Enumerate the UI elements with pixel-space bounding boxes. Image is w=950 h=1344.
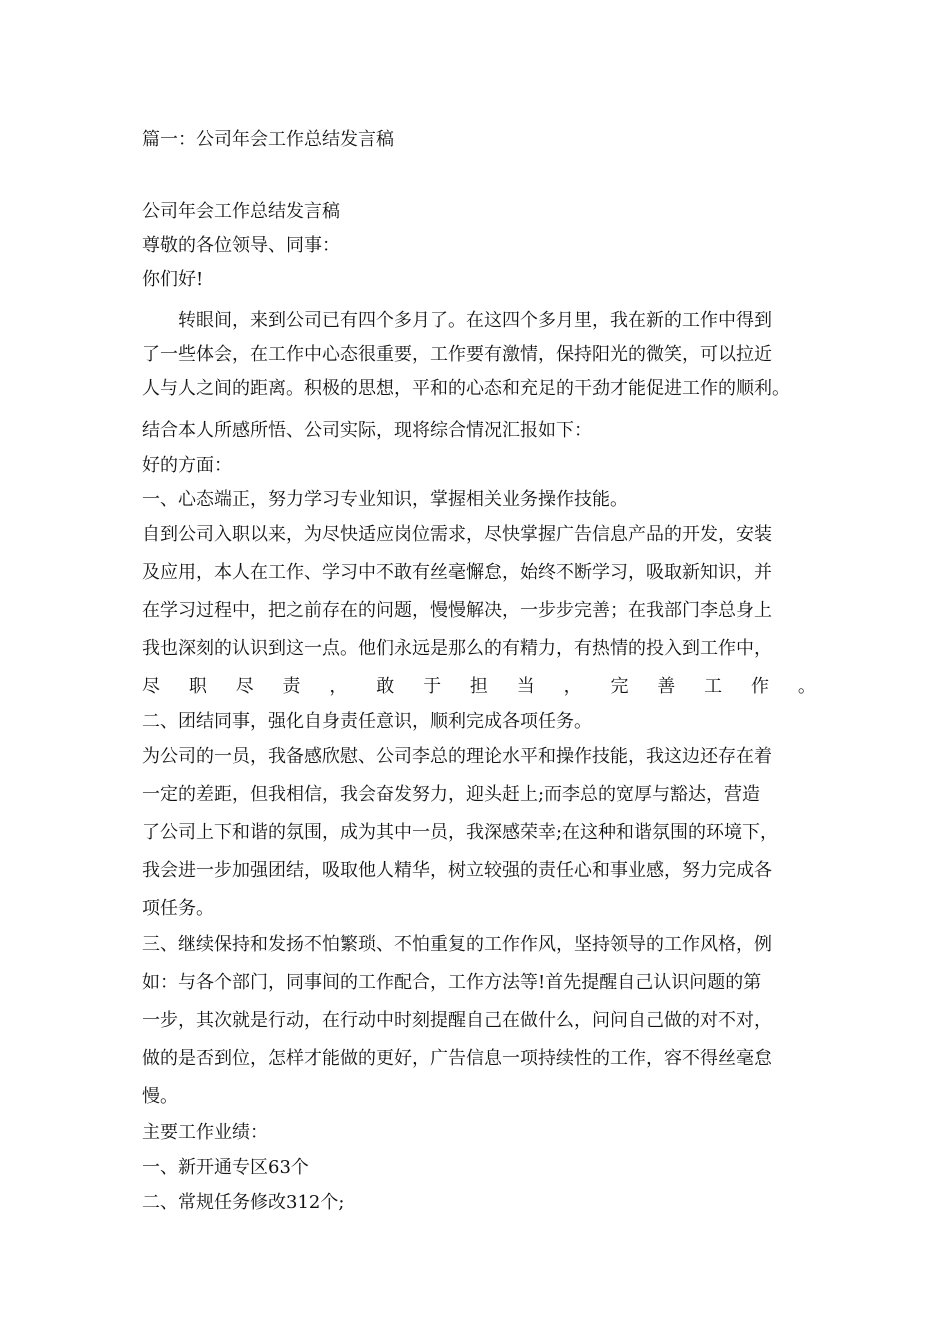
spread-char: 完 (610, 676, 629, 697)
spread-char: 。 (797, 676, 816, 697)
paragraph-line: 了公司上下和谐的氛围，成为其中一员，我深感荣幸;在这种和谐氛围的环境下， (142, 822, 779, 843)
spread-char: ， (329, 676, 348, 697)
list-item: 一、新开通专区63个 (142, 1157, 309, 1178)
section-label: 主要工作业绩： (142, 1122, 268, 1143)
spread-char: 敢 (376, 676, 395, 697)
section-title: 二、团结同事，强化自身责任意识，顺利完成各项任务。 (142, 711, 592, 732)
paragraph-line: 为公司的一员，我备感欣慰、公司李总的理论水平和操作技能，我这边还存在着 (142, 746, 772, 767)
paragraph-line: 一步，其次就是行动，在行动中时刻提醒自己在做什么，问问自己做的对不对， (142, 1010, 772, 1031)
document-heading: 篇一：公司年会工作总结发言稿 (142, 129, 394, 150)
spread-char: 工 (704, 676, 723, 697)
paragraph-line: 一定的差距，但我相信，我会奋发努力，迎头赶上;而李总的宽厚与豁达，营造 (142, 784, 761, 805)
list-item: 二、常规任务修改312个; (142, 1192, 345, 1213)
paragraph-line: 人与人之间的距离。积极的思想，平和的心态和充足的干劲才能促进工作的顺利。 (142, 378, 790, 399)
spread-char: 尽 (142, 676, 160, 697)
spread-char: 职 (188, 676, 207, 697)
paragraph-line: 转眼间，来到公司已有四个多月了。在这四个多月里，我在新的工作中得到 (142, 310, 772, 331)
paragraph-line: 在学习过程中，把之前存在的问题，慢慢解决，一步步完善；在我部门李总身上 (142, 600, 772, 621)
paragraph-line: 结合本人所感所悟、公司实际，现将综合情况汇报如下： (142, 420, 592, 441)
paragraph-line: 我会进一步加强团结，吸取他人精华，树立较强的责任心和事业感，努力完成各 (142, 860, 772, 881)
paragraph-line: 自到公司入职以来，为尽快适应岗位需求，尽快掌握广告信息产品的开发，安装 (142, 524, 772, 545)
paragraph-line: 及应用，本人在工作、学习中不敢有丝毫懈怠，始终不断学习，吸取新知识，并 (142, 562, 772, 583)
spread-char: 作 (750, 676, 769, 697)
spread-char: 当 (516, 676, 535, 697)
section-label: 好的方面： (142, 455, 232, 476)
spread-line (142, 675, 816, 699)
spread-char: 责 (282, 676, 301, 697)
salutation: 尊敬的各位领导、同事： (142, 235, 340, 256)
spread-char: 善 (657, 676, 676, 697)
spread-char: 担 (469, 676, 488, 697)
paragraph-line: 如：与各个部门，同事间的工作配合，工作方法等!首先提醒自己认识问题的第 (142, 972, 762, 993)
greeting: 你们好! (142, 269, 204, 290)
paragraph-line: 项任务。 (142, 898, 214, 919)
spread-char: 尽 (235, 676, 254, 697)
spread-char: 于 (423, 676, 442, 697)
paragraph-line: 我也深刻的认识到这一点。他们永远是那么的有精力，有热情的投入到工作中， (142, 638, 772, 659)
paragraph-line: 了一些体会，在工作中心态很重要，工作要有激情，保持阳光的微笑，可以拉近 (142, 344, 772, 365)
document-title: 公司年会工作总结发言稿 (142, 201, 340, 222)
spread-char: ， (563, 676, 582, 697)
paragraph-line: 三、继续保持和发扬不怕繁琐、不怕重复的工作作风，坚持领导的工作风格，例 (142, 934, 772, 955)
paragraph-line: 慢。 (142, 1086, 178, 1107)
section-title: 一、心态端正，努力学习专业知识，掌握相关业务操作技能。 (142, 489, 628, 510)
paragraph-line: 做的是否到位，怎样才能做的更好，广告信息一项持续性的工作，容不得丝毫怠 (142, 1048, 772, 1069)
